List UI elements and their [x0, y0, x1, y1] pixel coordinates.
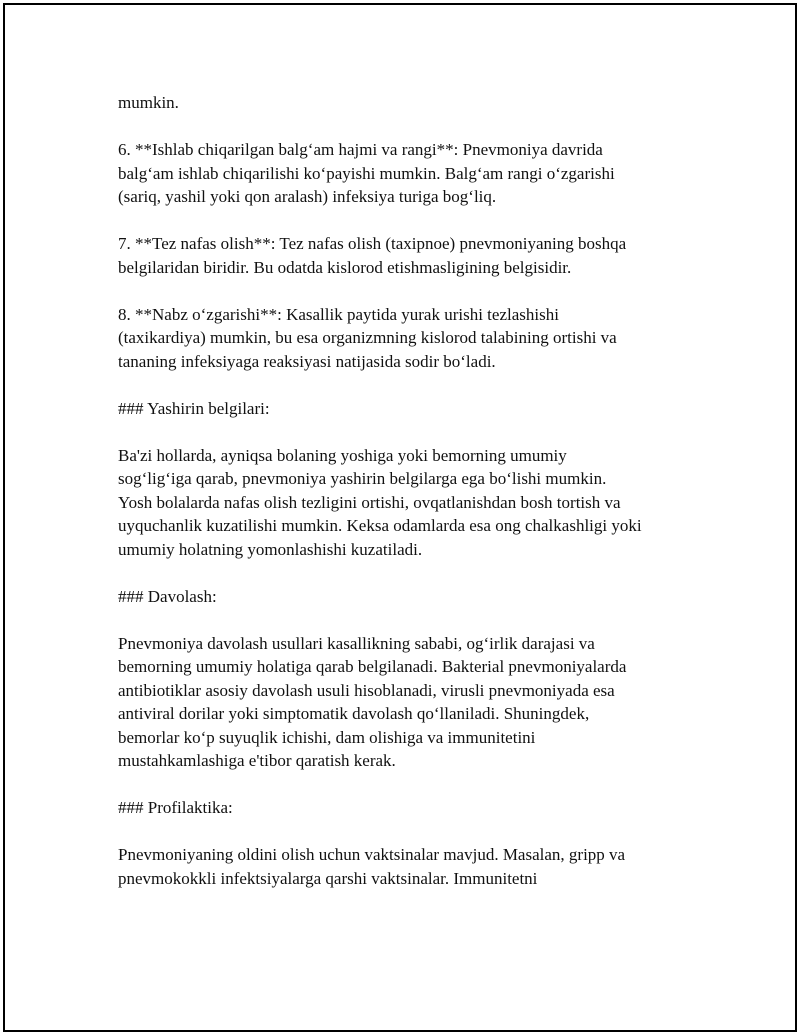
text-line: belgilaridan biridir. Bu odatda kislorod etishmasligining belgisidir.	[118, 257, 572, 277]
text-line: uyquchanlik kuzatilishi mumkin. Keksa odamlarda esa ong chalkashligi yoki	[118, 516, 642, 535]
text-line: 7. **Tez nafas olish**: Tez nafas olish (taxipnoe) pnevmoniyaning boshqa	[118, 234, 627, 253]
text-line: mumkin.	[118, 93, 179, 112]
text-line: balg‘am ishlab chiqarilishi ko‘payishi mumkin. Balg‘am rangi o‘zgarishi	[118, 163, 615, 183]
paragraph-item-8	[118, 303, 698, 374]
text-line: Pnevmoniyaning oldini olish uchun vaktsinalar mavjud. Masalan, gripp va	[118, 845, 626, 864]
section-heading-profilaktika	[118, 796, 698, 820]
text-line: 8. **Nabz o‘zgarishi**: Kasallik paytida yurak urishi tezlashishi	[118, 304, 559, 324]
text-line: antiviral dorilar yoki simptomatik davolash qo‘llaniladi. Shuningdek,	[118, 704, 590, 723]
text-line: Yosh bolalarda nafas olish tezligini ortishi, ovqatlanishdan bosh tortish va	[118, 492, 621, 512]
text-line: Pnevmoniya davolash usullari kasallikning sababi, og‘irlik darajasi va	[118, 633, 595, 653]
paragraph-item-6	[118, 138, 698, 209]
text-line: antibiotiklar asosiy davolash usuli hisoblanadi, virusli pnevmoniyada esa	[118, 680, 615, 700]
text-line: tananing infeksiyaga reaksiyasi natijasida sodir bo‘ladi.	[118, 351, 496, 371]
text-line: mustahkamlashiga e'tibor qaratish kerak.	[118, 751, 396, 770]
text-line: umumiy holatning yomonlashishi kuzatiladi.	[118, 539, 423, 559]
section-heading-davolash	[118, 585, 698, 609]
text-line: sog‘lig‘iga qarab, pnevmoniya yashirin belgilarga ega bo‘lishi mumkin.	[118, 469, 607, 488]
paragraph-item-7	[118, 232, 698, 279]
text-line: 6. **Ishlab chiqarilgan balg‘am hajmi va rangi**: Pnevmoniya davrida	[118, 140, 603, 159]
text-line: bemorning umumiy holatiga qarab belgilanadi. Bakterial pnevmoniyalarda	[118, 657, 627, 676]
heading-text: ### Profilaktika:	[118, 798, 233, 817]
document-body	[118, 91, 698, 914]
paragraph-davolash	[118, 632, 698, 773]
heading-text: ### Davolash:	[118, 586, 217, 606]
text-line: pnevmokokkli infektsiyalarga qarshi vaktsinalar. Immunitetni	[118, 868, 538, 888]
text-line: Ba'zi hollarda, ayniqsa bolaning yoshiga yoki bemorning umumiy	[118, 445, 567, 465]
text-line: bemorlar ko‘p suyuqlik ichishi, dam olishiga va immunitetini	[118, 727, 536, 747]
section-heading-yashirin	[118, 397, 698, 421]
paragraph-profilaktika	[118, 843, 698, 890]
text-line: (sariq, yashil yoki qon aralash) infeksiya turiga bog‘liq.	[118, 187, 497, 206]
paragraph-continuation	[118, 91, 698, 115]
heading-text: ### Yashirin belgilari:	[118, 398, 270, 418]
paragraph-yashirin	[118, 444, 698, 562]
text-line: (taxikardiya) mumkin, bu esa organizmning kislorod talabining ortishi va	[118, 328, 617, 347]
